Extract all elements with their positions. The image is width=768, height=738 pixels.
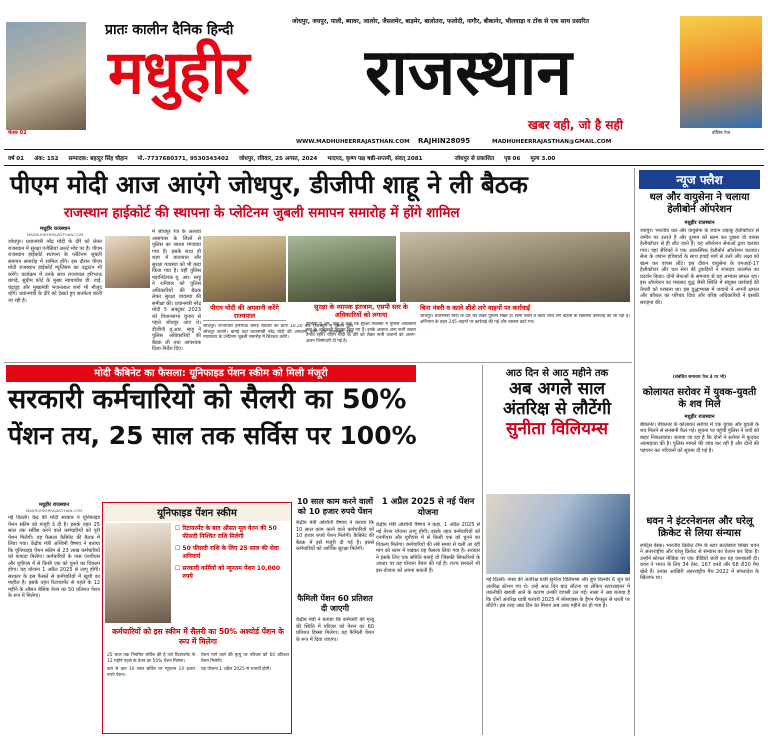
news-flash-label: न्यूज फ्लैश — [639, 170, 760, 189]
story2-headline: कोलायत सरोवर में युवक-युवती के शव मिले — [642, 386, 757, 410]
story1-body: जयपुर। भारतीय थल और वायुसेना के जवान लड़ाकू हेलीकॉप्टर से जमीन पर उतरते हैं और दुश्मन को खत्म कर दुबारा वो वापस हेलीकॉप्टर से ही लौट जाते हैं। यह ऑपरेशन सेनाओं द्वारा चलाया गया। वहां सैनिकों ने एक आकस्मिक हेलीबोर्न ऑपरेशन चलाया। सेना के जवान हथियारों के साथ हवाई मार्ग से उतरे और लक्ष्य को खत्म कर वापस लौटे। इस दौरान वायुसेना के एमआई-17 हेलीकॉप्टर और थल सेना की टुकड़ियों ने शानदार तालमेल का प्रदर्शन किया। दोनों सेनाओं के समन्वय से यह अभ्यास सफल रहा। इस ऑपरेशन का मकसद युद्ध जैसी स्थिति में संयुक्त कार्रवाई की तैयारी को परखना था। इस युद्धाभ्यास में जवानों ने अपनी क्षमता और कौशल का परिचय दिया और वरिष्ठ अधिकारियों ने इसकी सराहना की। — [640, 228, 759, 306]
lead-photo-1 — [203, 236, 286, 302]
story1-footer: (संबंधित समाचार पेज 4 पर भी) — [672, 375, 727, 380]
right-photo-caption: डॉलिन पेज — [712, 131, 730, 136]
pension-bullet: ☐ सरकारी कर्मियों को न्यूनतम पेंशन 10,000 रुपये — [175, 565, 281, 580]
paper-title-part2: राजस्थान — [365, 36, 572, 110]
date: जोधपुर, रविवार, 25 अगस्त, 2024 — [238, 155, 318, 162]
info-bar — [4, 149, 764, 166]
hindi-date: भादपद, कृष्ण पक्ष षष्ठी-सप्तमी, संवत् 2081 — [327, 155, 423, 162]
email-link[interactable]: MADHUHEERRAJASTHAN@GMAIL.COM — [492, 139, 612, 145]
lead-caption-1 — [203, 303, 286, 321]
cabinet-body: नई दिल्ली। केंद्र की मोदी सरकार ने यूनिफाइड पेंशन स्कीम को मंजूरी दे दी है। इसके तहत 25 साल तक सर्विस करने वाले कर्मचारियों को पूरी पेंशन मिलेगी। यह फैसला कैबिनेट की बैठक में लिया गया। केंद्रीय मंत्री अश्विनी वैष्णव ने बताया कि यूनिफाइड पेंशन स्कीम से 23 लाख कर्मचारियों को फायदा मिलेगा। कर्मचारियों के पास एनपीएस और यूपीएस में से किसी एक को चुनने का विकल्प होगा। यह योजना 1 अप्रैल 2025 से लागू होगी। सरकार के इस फैसले से कर्मचारियों में खुशी का माहौल है। इसके तहत रिटायरमेंट से पहले के 12 महीने के औसत बेसिक वेतन का 50 प्रतिशत पेंशन के रूप में मिलेगा। — [8, 515, 100, 599]
pension-bullet: ☐ रिटायरमेंट के बाद औसत मूल वेतन की 50 फीसदी निश्चित राशि मिलेगी — [175, 525, 277, 540]
cabinet-headline-1: सरकारी कर्मचारियों को सैलरी का 50% — [8, 384, 407, 415]
lead-caption-2-body: डीजीपी यू.आर. साहू ने कहा कि सुरक्षा व्यवस्था में पुलिस अधिकारी स्तर के अधिकारी नियुक्त किए गए हैं। इनके अलावा अन्य सभी जवान तैनात रहेंगे। पीएम मोदी के दौरे को लेकर सभी जवानों को अलग-अलग जिम्मेदारी दी गई है। — [306, 322, 416, 344]
lead-photo-2 — [288, 236, 396, 302]
pension-notes — [107, 653, 289, 678]
pension-note: 25 साल तक नियमित सर्विस की है उसे रिटायरमेंट से 12 महीने पहले के वेतन का 50% पेंशन मिलेगा। — [107, 653, 195, 664]
cabinet-column — [8, 502, 100, 735]
issue: अंक: 152 — [34, 155, 59, 162]
lead-subhead: राजस्थान हाईकोर्ट की स्थापना के प्लेटिनम जुबली समापन समारोह में होंगे शामिल — [64, 205, 460, 221]
rni-number: RAJHIN28095 — [418, 137, 471, 145]
col1-body-2: केंद्रीय मंत्री ने बताया कि कर्मचारी की मृत्यु की स्थिति में परिवार को पेंशन का 60 प्रतिशत हिस्सा मिलेगा। यह फैमिली पेंशन के रूप में दिया जाएगा। — [296, 617, 374, 643]
cabinet-source-url: MADHUHEERRAJASTHAN.COM — [25, 508, 83, 513]
lead-caption-3-text: बिना नंबरी व काले शीशे लगे वाहनों पर कार्रवाई — [420, 304, 531, 312]
story2-source: मधुहीर राजस्थान — [684, 413, 715, 420]
story3-body: स्पोर्ट्स डेस्क। भारतीय क्रिकेट टीम के स्टार बल्लेबाज शिखर धवन ने अंतरराष्ट्रीय और घरेलू क्रिकेट से संन्यास का ऐलान कर दिया है। उन्होंने सोशल मीडिया पर एक वीडियो जारी कर यह जानकारी दी। धवन ने भारत के लिए 34 टेस्ट, 167 वनडे और 68 टी20 मैच खेले हैं। उनका आखिरी अंतरराष्ट्रीय मैच 2022 में बांग्लादेश के खिलाफ था। — [640, 542, 759, 582]
right-masthead-photo — [680, 16, 762, 128]
story2-body: बीकानेर। बीकानेर के कोलायत सरोवर में एक युवक और युवती के शव मिलने से सनसनी फैल गई। सूचना पर पहुंची पुलिस ने शवों को बाहर निकलवाया। बताया जा रहा है कि दोनों ने सरोवर में कूदकर आत्महत्या की है। पुलिस मामले की जांच कर रही है और दोनों की पहचान कर परिजनों को सूचना दी गई है। — [640, 421, 759, 454]
lead-body-2: में जोधपुर रेंज के अलावा आसपास के जिलों से पुलिस का जाब्ता मंगवाया गया है। इसके साथ ही शहर में यातायात और सुरक्षा व्यवस्था को भी कड़ा किया गया है। वहीं पुलिस महानिदेशक यू. आर. साहू ने शनिवार को पुलिस अधिकारियों की बैठक लेकर सुरक्षा व्यवस्था की समीक्षा की। प्रधानमंत्री नरेंद्र मोदी 5 अक्टूबर 2023 को विधानसभा चुनाव से पहले जोधपुर आए थे। डीजीपी यू.आर. साहू ने पुलिस अधिकारियों की बैठक ली तथा आवश्यक दिशा-निर्देश दिए। — [152, 229, 201, 352]
rule — [4, 362, 632, 363]
price: मूल्य 3.00 — [530, 155, 556, 162]
lead-source-url: MADHUHEERRAJASTHAN.COM — [26, 232, 84, 237]
lead-body-1: जोधपुर। प्रधानमंत्री नरेंद्र मोदी के दौरे को लेकर राजस्थान में सुरक्षा एजेंसियां अलर्ट मोड पर हैं। पीएम राजस्थान हाईकोर्ट स्थापना के प्लेटिनम जुबली समापन समारोह में शामिल होंगे। इस दौरान पीएम मोदी राजस्थान हाईकोर्ट म्यूजियम का उद्घाटन भी करेंगे। कार्यक्रम में उनके साथ राज्यपाल हरिभाऊ बागड़े, सुप्रीम कोर्ट के मुख्य न्यायाधीश डी. वाई. चंद्रचूड़ और मुख्यमंत्री भजनलाल शर्मा भी मौजूद रहेंगे। प्रधानमंत्री के दौरे को देखते हुए सतर्कता बरती जा रही है। — [8, 239, 102, 304]
lead-caption-1-text: पीएम मोदी की अगवानी करेंगे राज्यपाल — [210, 304, 279, 320]
paper-title-part1: मधुहीर — [108, 38, 249, 108]
astronaut-photo — [486, 494, 630, 574]
lead-caption-2-text: सुरक्षा के व्यापक इंतजाम, एसपी स्तर के अधिकारियों को लगाया — [314, 303, 408, 319]
pension-box-subhead: कर्मचारियों को इस स्कीम में सैलरी का 50% अश्योर्ड पेंशन के रूप में मिलेगा — [112, 627, 284, 646]
pension-note: पेंशन पाने वाले की मृत्यु पर परिवार को 60 प्रतिशत पेंशन मिलेगी। — [201, 653, 289, 664]
pension-note: कम से कम 10 साल सर्विस पर न्यूनतम 10 हजार रुपये पेंशन। — [107, 667, 195, 678]
lead-caption-1-body: जोधपुर। राज्यपाल हरिभाऊ बागड़े रविवार को प्रातः 10.20 बजे राजभवन से विमान द्वारा जोधपुर जाएंगे। बागड़े वहां प्रधानमंत्री नरेंद्र मोदी की अगवानी करेंगे और राजस्थान उच्च न्यायालय के प्लेटिनम जुबली समारोह में शिरकत करेंगे। — [203, 324, 353, 341]
cabinet-banner — [6, 365, 416, 382]
pension-note: यह योजना 1 अप्रैल 2025 से प्रभावी होगी। — [201, 667, 271, 673]
website-link[interactable]: WWW.MADHUHEERRAJASTHAN.COM — [296, 139, 410, 145]
col1-headline-2: फैमिली पेंशन 60 प्रतिशत दी जाएगी — [297, 594, 373, 613]
place: जोधपुर से प्रकाशित — [454, 155, 495, 162]
slogan: खबर वही, जो है सही — [528, 118, 623, 132]
cabinet-column-2 — [296, 497, 374, 693]
story1-headline: थल और वायुसेना ने चलाया हेलीबोर्न ऑपरेशन — [649, 192, 750, 215]
left-masthead-photo — [6, 22, 86, 130]
left-photo-caption: चेतक 02 — [8, 130, 27, 136]
cabinet-headline-2: पेंशन तय, 25 साल तक सर्विस पर 100% — [8, 421, 417, 450]
pension-bullet: ☐ 50 फीसदी राशि के लिए 25 साल की सेवा अनिवार्य — [175, 545, 279, 560]
col2-headline: 1 अप्रैल 2025 से नई पेंशन योजना — [381, 497, 475, 518]
rule — [482, 365, 483, 735]
pages: पृष्ठ 06 — [504, 155, 521, 162]
pension-box-title: यूनिफाइड पेंशन स्कीम — [103, 503, 291, 521]
mobile: मो.-7737680371, 9530343402 — [137, 155, 229, 162]
lead-source: मधुहीर राजस्थान — [40, 226, 70, 232]
lead-caption-3 — [420, 304, 620, 312]
story3-headline: धवन ने इंटरनेशनल और घरेलू क्रिकेट से लिया संन्यास — [646, 515, 753, 539]
space-kicker: आठ दिन से आठ महीने तक — [505, 368, 609, 379]
space-headline-2: अंतरिक्ष से लौटेंगी — [502, 399, 612, 419]
col1-headline: 10 साल काम करने वालों को 10 हजार रुपये पेंशन — [296, 497, 374, 516]
col1-body: केंद्रीय मंत्री अश्विनी वैष्णव ने बताया कि 10 साल काम करने वाले कर्मचारियों को 10 हजार रुपये पेंशन मिलेगी। कैबिनेट की बैठक में इसे मंजूरी दी गई है। इससे कर्मचारियों को आर्थिक सुरक्षा मिलेगी। — [296, 520, 374, 552]
masthead-tagline: प्रातः कालीन दैनिक हिन्दी — [105, 22, 234, 38]
pension-bullets — [175, 525, 289, 581]
lead-column-1 — [8, 226, 102, 304]
masthead — [0, 0, 768, 148]
pension-box — [102, 502, 292, 734]
modi-portrait — [105, 236, 150, 288]
year: वर्ष 01 — [8, 155, 25, 162]
story1-source: मधुहीर राजस्थान — [684, 220, 715, 226]
lead-caption-3-body: जोधपुर। प्रधानमंत्री मोदी के दौरे को लेकर पुलिस सख्त है। बिना नंबरी व काले शीशे लगे वाहनों के खिलाफ कार्रवाई की जा रही है। अभियान के तहत 245 वाहनों पर कार्रवाई की गई और चालान काटे गए। — [420, 314, 630, 325]
modi-photo — [105, 523, 171, 623]
col2-body: केंद्रीय मंत्री अश्विनी वैष्णव ने कहा, 1 अप्रैल 2025 से नई पेंशन योजना लागू होगी। इसके तहत कर्मचारियों को एनपीएस और यूपीएस में से किसी एक को चुनने का विकल्प मिलेगा। कर्मचारियों की लंबे समय से चली आ रही मांग को ध्यान में रखकर यह फैसला लिया गया है। सरकार ने इसके लिए एक समिति बनाई थी जिसकी सिफारिशों के आधार पर यह योजना तैयार की गई है। राज्य सरकारें भी इस योजना को अपना सकती हैं। — [376, 522, 480, 574]
lead-photo-3 — [400, 232, 630, 302]
cabinet-source: मधुहीर राजस्थान — [39, 502, 69, 508]
editor: सम्पादक: बहादुर सिंह चौहान — [68, 155, 128, 162]
space-story — [484, 365, 630, 439]
space-headline-3: सुनीता विलियम्स — [505, 419, 608, 439]
lead-headline: पीएम मोदी आज आएंगे जोधपुर, डीजीपी शाहू ने ली बैठक — [10, 170, 528, 199]
cabinet-banner-text: मोदी कैबिनेट का फैसला: यूनिफाइड पेंशन स्कीम को मिली मंजूरी — [94, 368, 328, 379]
space-body: नई दिल्ली। नासा की अंतरिक्ष यात्री सुनीता विलियम्स और बुच विल्मोर 6 जून को अंतरिक्ष स्टेशन गए थे। उन्हें आठ दिन बाद लौटना था लेकिन स्टारलाइनर में तकनीकी खराबी आने के कारण उनकी वापसी टल गई। नासा ने अब बताया है कि दोनों अंतरिक्ष यात्री फरवरी 2025 में स्पेसएक्स के ड्रैगन कैप्सूल से धरती पर लौटेंगे। इस तरह आठ दिन का मिशन अब आठ महीने का हो गया है। — [486, 577, 630, 609]
editions-line: जोधपुर, जयपुर, पाली, ब्यावर, जालोर, जैसलमेर, बाड़मेर, बालोतरा, फलोदी, नागौर, बीकानेर, भीलवाड़ा व टोंक से एक साथ प्रसारित — [292, 18, 589, 25]
news-flash-sidebar — [634, 168, 764, 736]
space-headline-1: अब अगले साल — [508, 379, 606, 399]
lead-caption-2 — [306, 303, 416, 319]
cabinet-column-3 — [376, 497, 480, 730]
